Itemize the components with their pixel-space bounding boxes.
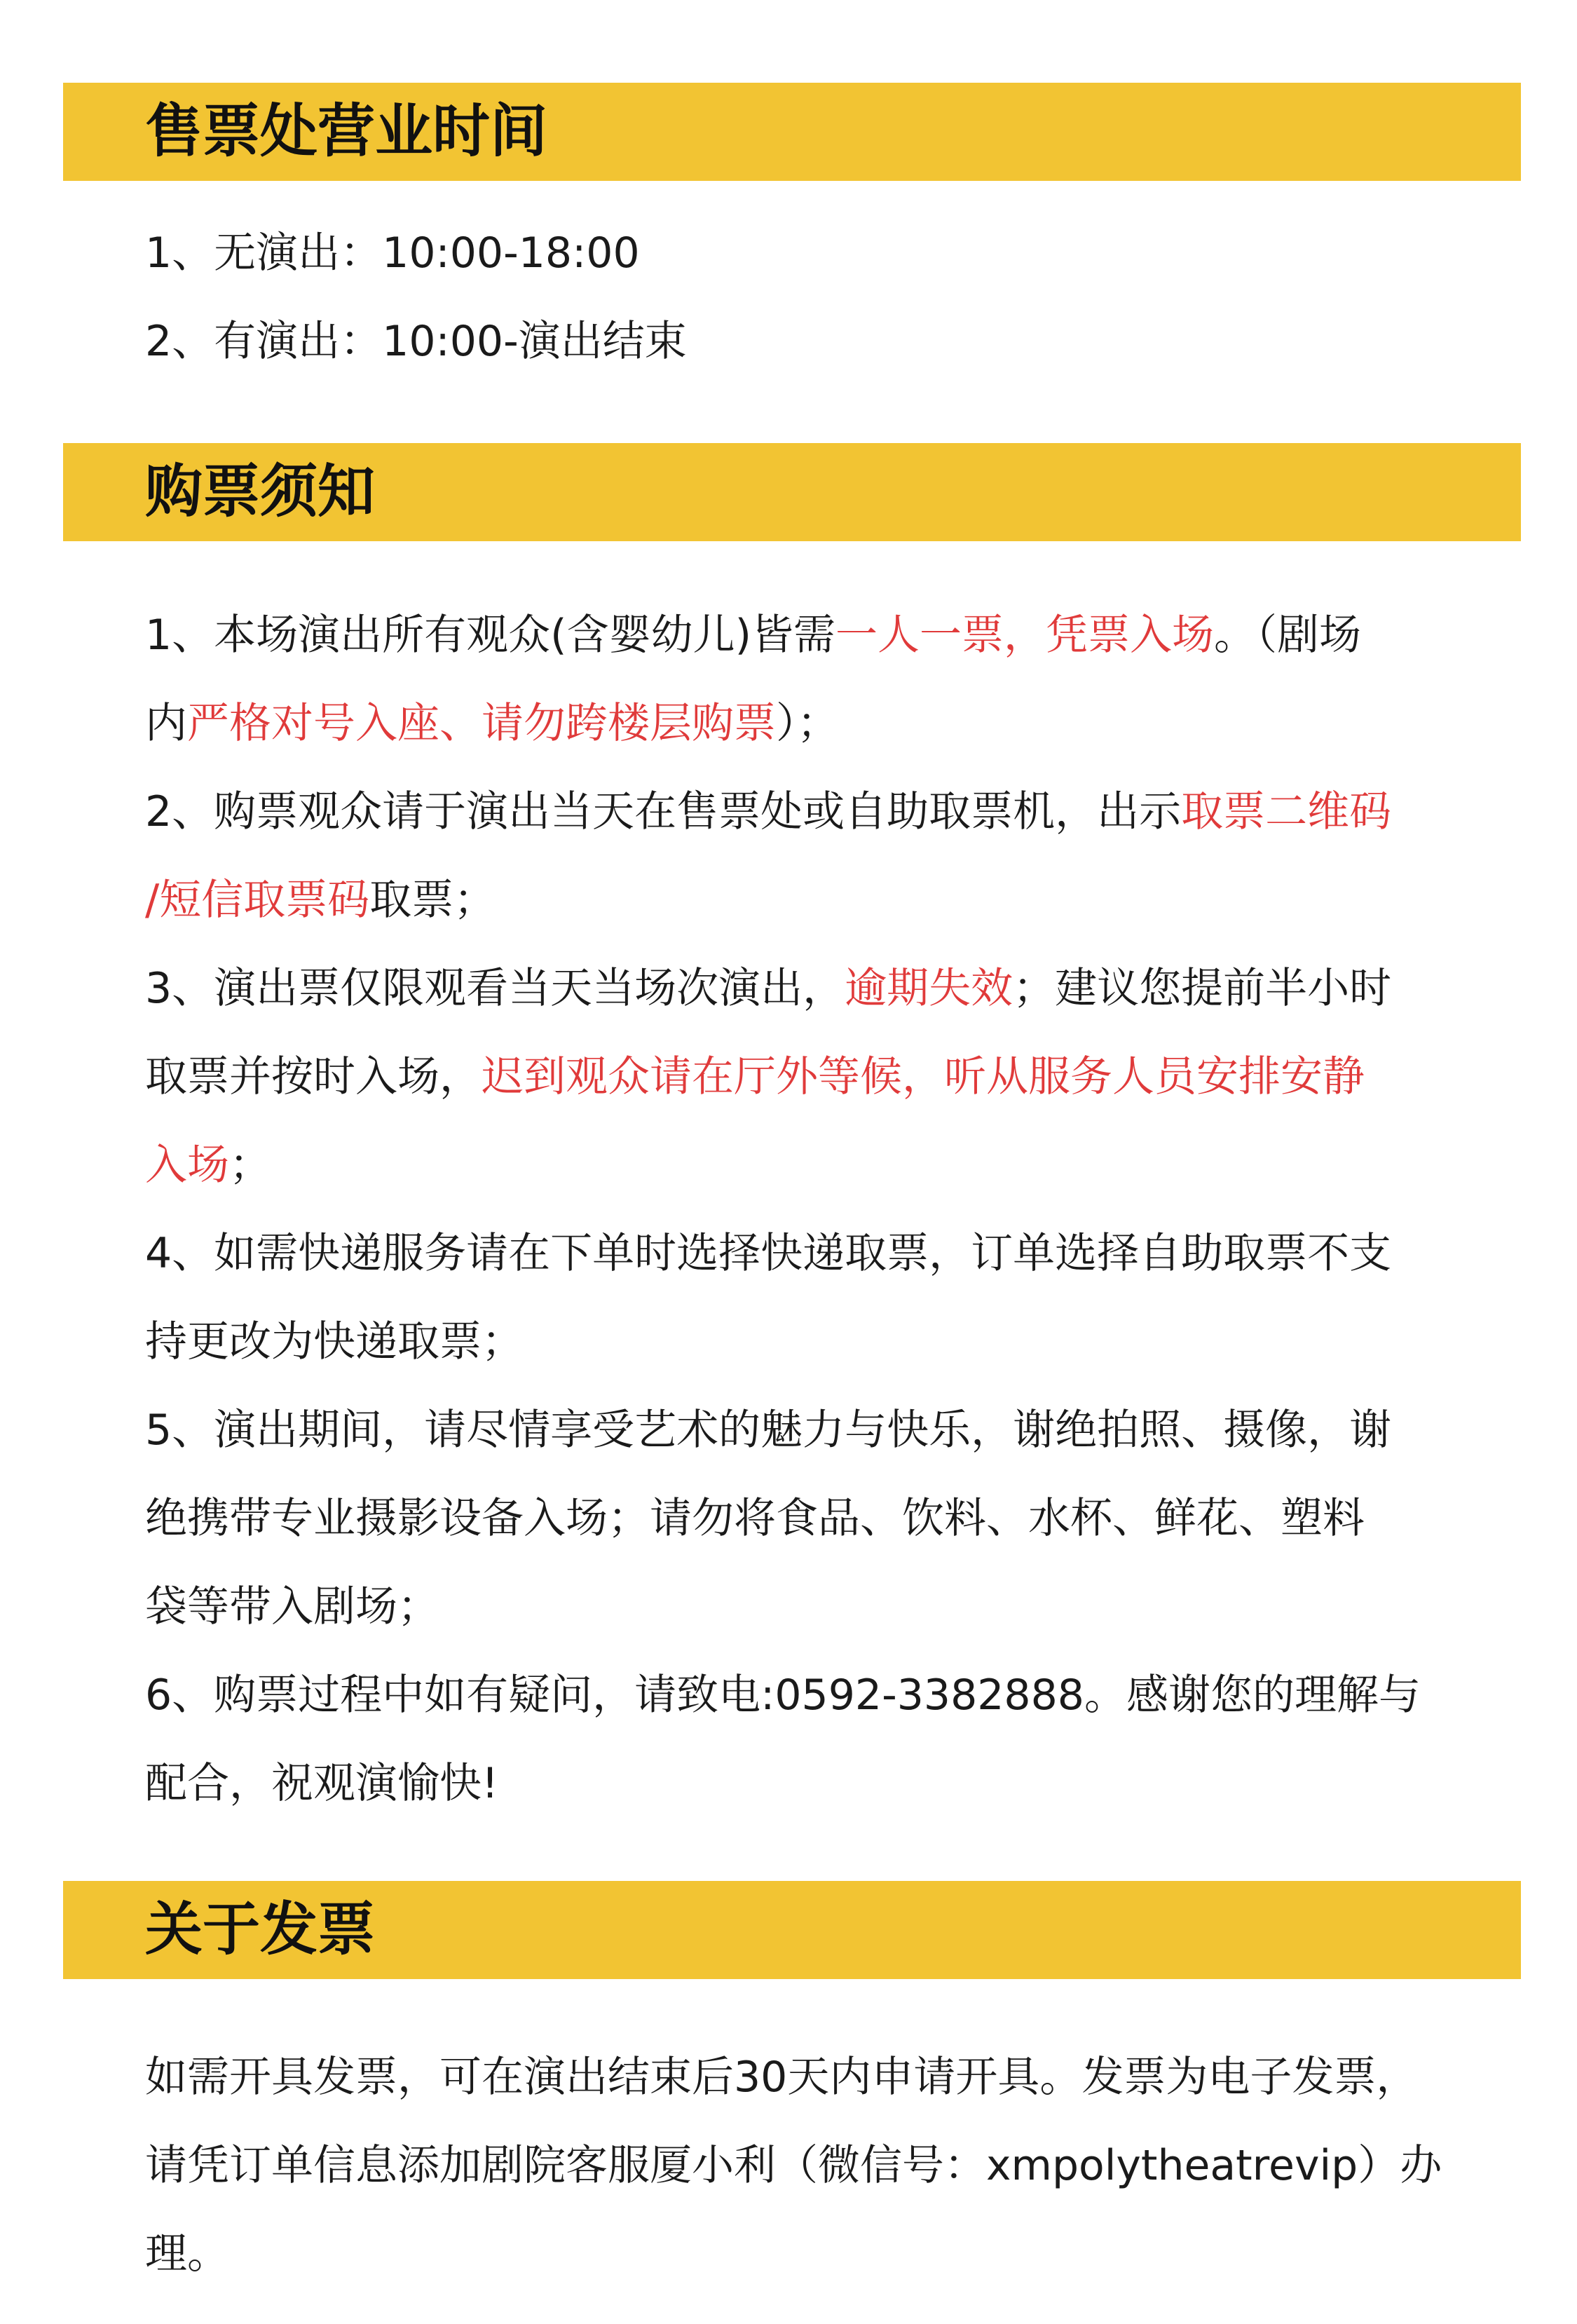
invoice-line-1: 如需开具发票，可在演出结束后30天内申请开具。发票为电子发票， <box>145 2053 1419 2102</box>
rule-1-line-1 <box>145 591 1491 679</box>
rule-3-text-3: 取票并按时入场， <box>145 1052 482 1101</box>
hours-item-no-show: 1、无演出：10:00-18:00 <box>145 229 640 278</box>
section-header-hours <box>63 83 1521 181</box>
rule-2-highlight-2: /短信取票码 <box>145 876 370 925</box>
rule-3-text: 3、演出票仅限观看当天当场次演出， <box>145 964 845 1013</box>
rule-6-line-1: 6、购票过程中如有疑问，请致电:0592-3382888。感谢您的理解与 <box>145 1671 1421 1720</box>
invoice-text <box>145 2033 1491 2298</box>
rule-1-highlight-2: 严格对号入座、请勿跨楼层购票 <box>187 699 776 748</box>
rule-2-highlight: 取票二维码 <box>1181 787 1392 836</box>
rule-1-line-2 <box>145 679 1491 768</box>
rule-3-line-1 <box>145 944 1491 1033</box>
rule-3-highlight-2: 迟到观众请在厅外等候，听从服务人员安排安静 <box>482 1052 1365 1101</box>
rule-1-text-tail: 。（剧场 <box>1214 611 1361 660</box>
rule-5-line-2: 绝携带专业摄影设备入场；请勿将食品、饮料、水杯、鲜花、塑料 <box>145 1494 1365 1543</box>
hours-list <box>145 209 1491 386</box>
rule-2-line-2 <box>145 856 1491 944</box>
rules-list <box>145 591 1491 1828</box>
section-header-rules <box>63 443 1521 541</box>
rule-3-line-2 <box>145 1033 1491 1121</box>
rule-4-line-1: 4、如需快递服务请在下单时选择快递取票，订单选择自助取票不支 <box>145 1229 1392 1278</box>
rule-5-line-1: 5、演出期间，请尽情享受艺术的魅力与快乐，谢绝拍照、摄像，谢 <box>145 1406 1392 1455</box>
rule-1-text-end: ）； <box>776 699 839 748</box>
section-title-rules: 购票须知 <box>145 458 376 525</box>
rule-3-text-end: ； <box>229 1141 271 1190</box>
rule-3-highlight-3: 入场 <box>145 1141 229 1190</box>
rule-1-highlight: 一人一票，凭票入场 <box>835 611 1214 660</box>
rule-5-line-3: 袋等带入剧场； <box>145 1582 439 1631</box>
rule-3-text-2: ；建议您提前半小时 <box>1013 964 1392 1013</box>
rule-2-text-end: 取票； <box>369 876 496 925</box>
invoice-line-3: 理。 <box>145 2229 229 2278</box>
rule-3-highlight: 逾期失效 <box>845 964 1013 1013</box>
section-title-hours: 售票处营业时间 <box>145 98 548 165</box>
hours-item-show: 2、有演出：10:00-演出结束 <box>145 317 687 366</box>
rule-3-line-3 <box>145 1121 1491 1209</box>
rule-1-text-2: 内 <box>145 699 187 748</box>
rule-2-text: 2、购票观众请于演出当天在售票处或自助取票机，出示 <box>145 787 1182 836</box>
rule-1-text: 1、本场演出所有观众(含婴幼儿)皆需 <box>145 611 835 660</box>
rule-2-line-1 <box>145 768 1491 856</box>
section-header-invoice <box>63 1881 1521 1979</box>
rule-4-line-2: 持更改为快递取票； <box>145 1317 524 1366</box>
invoice-line-2: 请凭订单信息添加剧院客服厦小利（微信号：xmpolytheatrevip）办 <box>145 2141 1442 2190</box>
section-title-invoice: 关于发票 <box>145 1896 376 1963</box>
rule-6-line-2: 配合，祝观演愉快! <box>145 1759 499 1808</box>
